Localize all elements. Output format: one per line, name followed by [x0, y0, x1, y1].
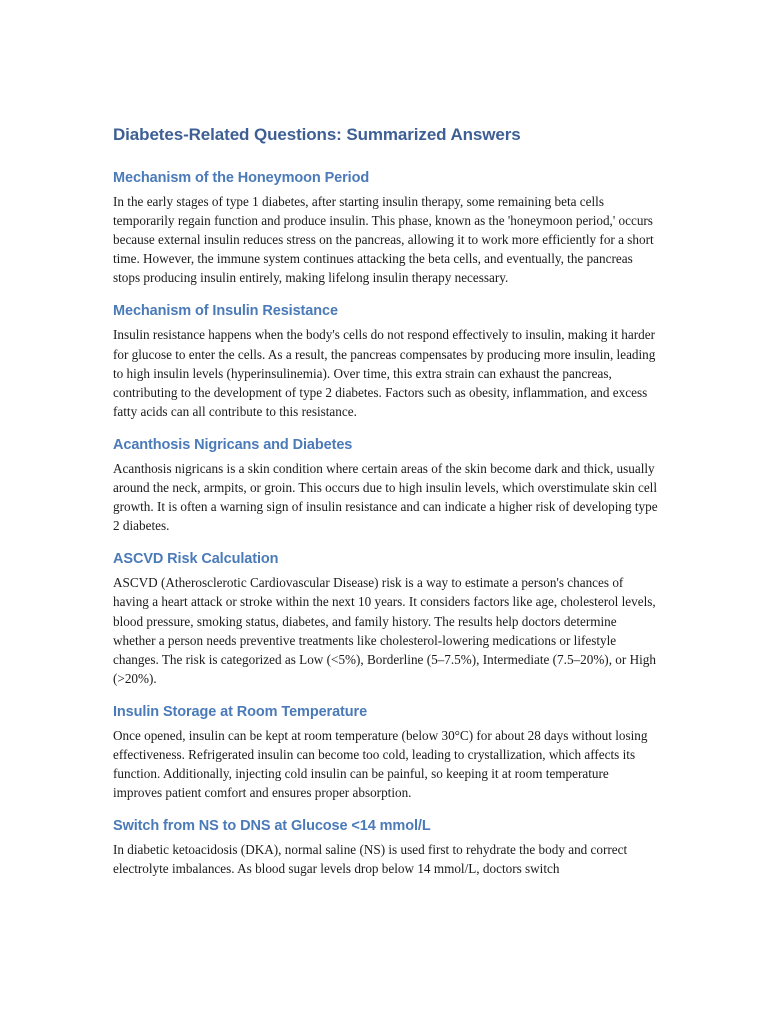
- section-insulin-resistance: [113, 299, 658, 420]
- section-insulin-storage: [113, 700, 658, 802]
- section-heading: Mechanism of Insulin Resistance: [113, 303, 338, 320]
- section-ascvd-risk: [113, 547, 658, 688]
- section-ns-to-dns: [113, 814, 658, 878]
- section-honeymoon-period: [113, 166, 658, 287]
- document-page: [113, 118, 658, 890]
- section-body: In diabetic ketoacidosis (DKA), normal saline (NS) is used first to rehydrate the body and correct electrolyte imbalances. As blood sugar levels drop below 14 mmol/L, doctors switch: [113, 842, 628, 877]
- section-body: ASCVD (Atherosclerotic Cardiovascular Disease) risk is a way to estimate a person's chances of having a heart attack or stroke within the next 10 years. It considers factors like age, cholesterol levels, blood pressure, smoking status, diabetes, and family history. The results help doctors determine whether a person needs preventive treatments like cholesterol-lowering medications or lifestyle changes. The risk is categorized as Low (<5%), Borderline (5–7.5%), Intermediate (7.5–20%), or High (>20%).: [113, 575, 656, 686]
- section-body: Acanthosis nigricans is a skin condition where certain areas of the skin become dark and thick, usually around the neck, armpits, or groin. This occurs due to high insulin levels, which overstimulate skin cell growth. It is often a warning sign of insulin resistance and can indicate a higher risk of developing type 2 diabetes.: [113, 460, 658, 534]
- section-body: Insulin resistance happens when the body's cells do not respond effectively to insulin, making it harder for glucose to enter the cells. As a result, the pancreas compensates by producing more insulin, leading to high insulin levels (hyperinsulinemia). Over time, this extra strain can exhaust the pancreas, contributing to the development of type 2 diabetes. Factors such as obesity, inflammation, and excess fatty acids can all contribute to this resistance.: [113, 327, 656, 419]
- section-acanthosis-nigricans: [113, 433, 658, 535]
- section-heading: ASCVD Risk Calculation: [113, 551, 279, 568]
- document-title: Diabetes-Related Questions: Summarized Answers: [113, 125, 521, 144]
- section-body: In the early stages of type 1 diabetes, after starting insulin therapy, some remaining beta cells temporarily regain function and produce insulin. This phase, known as the 'honeymoon period,' occurs because external insulin reduces stress on the pancreas, allowing it to work more efficiently for a short time. However, the immune system continues attacking the beta cells, and eventually, the pancreas stops producing insulin entirely, making lifelong insulin therapy necessary.: [113, 194, 654, 286]
- section-heading: Mechanism of the Honeymoon Period: [113, 170, 370, 186]
- section-heading: Acanthosis Nigricans and Diabetes: [113, 436, 353, 453]
- section-heading: Switch from NS to DNS at Glucose <14 mmol/L: [113, 818, 431, 835]
- section-body: Once opened, insulin can be kept at room temperature (below 30°C) for about 28 days without losing effectiveness. Refrigerated insulin can become too cold, leading to crystallization, which affects its function. Additionally, injecting cold insulin can be painful, so keeping it at room temperature improves patient comfort and ensures proper absorption.: [113, 727, 648, 801]
- section-heading: Insulin Storage at Room Temperature: [113, 703, 368, 720]
